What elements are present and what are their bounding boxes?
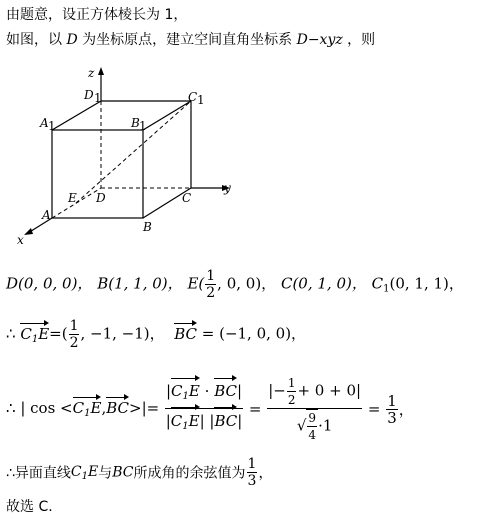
intro-line-2: [6, 29, 375, 49]
conclusion-pre: ∴异面直线: [6, 465, 71, 482]
vector-C1E-head: C: [171, 381, 183, 400]
vector-C1E-head: C: [170, 411, 183, 430]
vector-BC: BC: [106, 399, 129, 417]
coord-E-fraction: [205, 268, 216, 301]
x-axis-arrow: [24, 228, 33, 235]
conclusion-C1E-head: C: [70, 463, 82, 480]
final-answer-line: [6, 496, 53, 516]
vector-C1E-eq-post: , −1, −1)，: [80, 324, 165, 343]
cosine-fraction-2-den: √ $\frac{9}{4}$ ·1: [296, 411, 333, 442]
fraction-numerator: 1: [206, 268, 216, 284]
vertex-A1-label: A: [40, 116, 49, 130]
vertex-A-label: A: [42, 208, 51, 222]
vector-C1E-head: C: [20, 324, 32, 343]
vertex-C-label: C: [182, 191, 192, 205]
cosine-lhs: [6, 399, 159, 419]
cosine-fraction-2: [267, 375, 362, 443]
fraction-denominator: 2: [69, 335, 79, 351]
cosine-fraction-1-num: $|C_1E \cdot BC|$: [165, 380, 243, 409]
final-answer: 故选 C.: [6, 499, 53, 515]
vertex-D1-label: D: [84, 88, 94, 102]
vector-C1E-end: E: [38, 324, 50, 343]
dot-operator: ·: [204, 381, 210, 400]
conclusion-line: [6, 456, 272, 489]
origin-label: D: [66, 32, 78, 48]
cosine-fraction-1: [165, 380, 243, 439]
z-axis-arrow: [98, 67, 104, 75]
y-axis-label: y: [224, 181, 231, 195]
coord-D: D(0, 0, 0)，: [6, 274, 93, 293]
coordinate-system-label: D−xyz: [296, 32, 343, 48]
vector-C1E-eq-pre: =(: [49, 324, 68, 343]
fraction-denominator: 3: [387, 408, 397, 427]
coord-E-post: , 0, 0)，: [217, 274, 277, 293]
abs-rest: + 0 + 0|: [297, 381, 362, 400]
fraction-numerator: 1: [247, 456, 257, 472]
coord-E-pre: E(: [187, 274, 205, 293]
vector-C1E-end: E: [188, 411, 200, 430]
vector-C1E-head: C: [72, 399, 85, 417]
vector-C1E-end: E: [90, 399, 102, 417]
conclusion-C1E-sub: 1: [81, 470, 89, 482]
times-one: ·1: [318, 416, 333, 435]
abs-open: |−: [268, 381, 286, 400]
vector-BC: BC: [214, 381, 237, 400]
cosine-close: >|=: [129, 399, 160, 417]
fraction-denominator: 4: [308, 428, 317, 442]
vector-C1E: [73, 399, 102, 419]
vector-BC: BC: [174, 324, 197, 343]
point-E-label: E: [68, 191, 77, 205]
vector-C1E-sub: 1: [182, 420, 189, 432]
vector-C1E-fraction: [69, 318, 80, 351]
therefore-symbol: ∴: [6, 399, 16, 417]
fraction-numerator: 1: [69, 318, 79, 334]
intro-text-a: 如图，以: [6, 32, 67, 48]
fraction-numerator: 1: [287, 376, 296, 390]
vectors-line: [6, 318, 306, 351]
vertex-C1-label: C: [188, 90, 198, 104]
intro-line-1: [6, 4, 187, 24]
vertex-C1-sub: 1: [197, 93, 205, 107]
therefore-symbol: ∴: [6, 324, 16, 343]
cosine-open: | cos <: [20, 399, 73, 417]
conclusion-C1E-end: E: [88, 463, 99, 480]
vertex-A1-sub: 1: [48, 119, 56, 133]
fraction-denominator: 2: [287, 393, 296, 407]
conclusion-C1E: [71, 464, 98, 480]
vector-C1E-sub: 1: [31, 333, 39, 345]
fraction-numerator: 1: [387, 391, 397, 410]
conclusion-post: 所成角的余弦值为: [133, 465, 246, 482]
intro-text-b: 为坐标原点，建立空间直角坐标系: [77, 32, 297, 48]
vector-C1E-end: E: [188, 381, 200, 400]
vertex-D-label: D: [96, 191, 106, 205]
edge-B1-C1: [143, 101, 191, 130]
coordinates-line: [6, 268, 464, 301]
coord-C: C(0, 1, 0)，: [280, 274, 367, 293]
cosine-fraction-1-den: $|C_1E|$ |BC|: [165, 409, 243, 439]
cosine-line: ∴ | $\cos <C_1E,BC>|=$ $\frac{|C_1E \cdot BC|}{|C_1E| |BC|}$ = |− $\frac{1}{2}$ + 0 + 0| √ $\frac{9}{4}$ ·1 = $\frac{1}{3}$ ，: [6, 376, 414, 442]
cube-figure: [0, 55, 260, 255]
z-axis-label: z: [88, 66, 95, 80]
vector-BC-eq: = (−1, 0, 0)，: [201, 324, 307, 343]
conclusion-BC: BC: [112, 464, 134, 481]
conclusion-fraction: [247, 456, 258, 489]
cosine-comma: ,: [101, 399, 107, 417]
vector-BC: BC: [214, 409, 237, 433]
intro-text-c: ，则: [342, 32, 376, 48]
vector-C1E: [20, 325, 49, 345]
coord-B: B(1, 1, 0)，: [97, 274, 183, 293]
edge-A1-D1: [52, 101, 101, 130]
vertex-B1-label: B: [131, 116, 140, 130]
vertex-D1-sub: 1: [94, 91, 102, 105]
conclusion-end: ，: [258, 465, 273, 482]
vertex-B-label: B: [143, 220, 152, 234]
coord-C1-post: (0, 1, 1)，: [389, 274, 464, 293]
vector-C1E-sub: 1: [182, 390, 189, 402]
fraction-numerator: 9: [308, 411, 317, 425]
conclusion-mid: 与: [98, 465, 113, 482]
vector-C1E-sub: 1: [84, 408, 91, 419]
x-axis-label: x: [17, 233, 24, 247]
cosine-fraction-2-num: [267, 375, 362, 409]
intro-text: 由题意，设正方体棱长为 1，: [6, 7, 188, 23]
vertex-B1-sub: 1: [139, 119, 147, 133]
fraction-denominator: 3: [247, 473, 257, 489]
coord-C1-pre: C: [371, 274, 384, 293]
coord-C1-sub: 1: [383, 283, 390, 295]
fraction-denominator: 2: [206, 285, 216, 301]
cosine-result: [386, 393, 398, 426]
cosine-end: ，: [398, 400, 414, 419]
